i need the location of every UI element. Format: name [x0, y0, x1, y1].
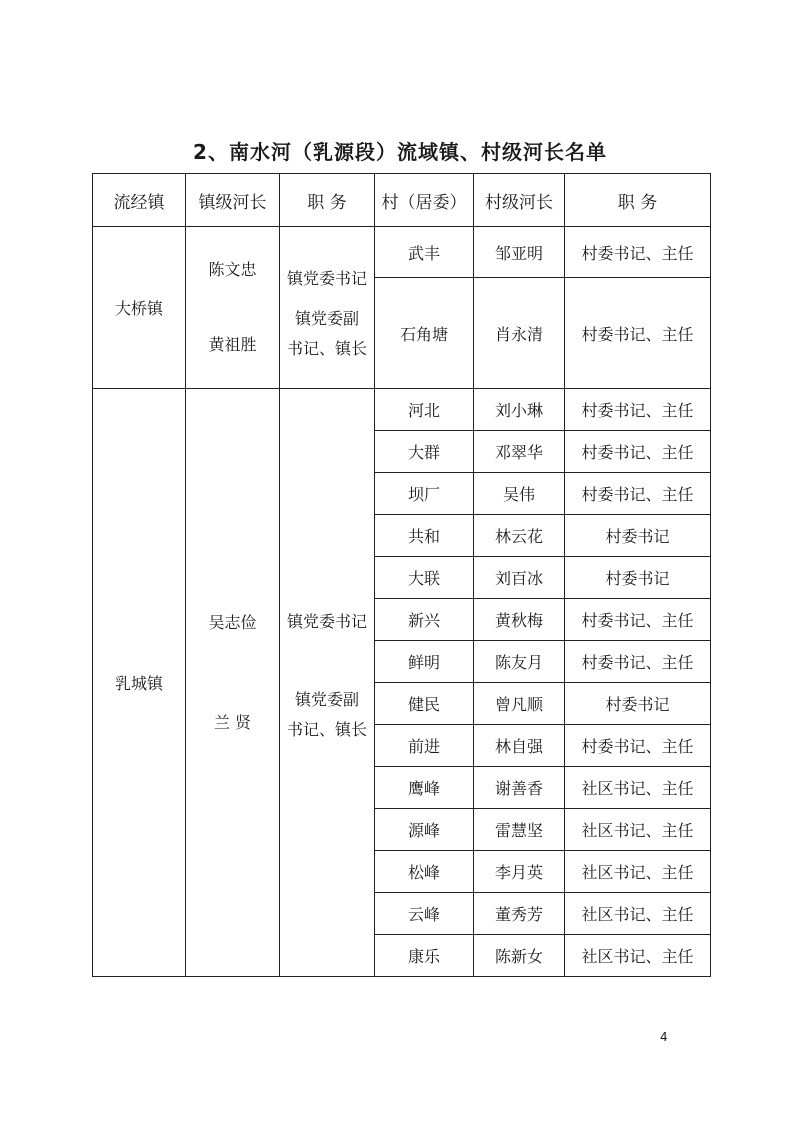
- village-name: 康乐: [375, 935, 474, 977]
- village-name: 武丰: [375, 227, 474, 278]
- village-chief: 吴伟: [474, 473, 565, 515]
- town-name: 乳城镇: [93, 389, 186, 977]
- town-chiefs: [186, 227, 280, 389]
- river-chief-table: [92, 173, 711, 977]
- village-chief: 肖永清: [474, 278, 565, 389]
- village-chief: 林自强: [474, 725, 565, 767]
- table-header-row: [93, 174, 711, 227]
- town-position-line: 镇党委书记: [286, 611, 367, 631]
- village-chief: 曾凡顺: [474, 683, 565, 725]
- town-chief-name: 黄祖胜: [208, 335, 257, 354]
- village-chief: 雷慧坚: [474, 809, 565, 851]
- town-position-line: 书记、镇长: [286, 338, 367, 358]
- village-name: 大联: [375, 557, 474, 599]
- header-town: 流经镇: [93, 174, 186, 227]
- village-name: 前进: [375, 725, 474, 767]
- village-position: 村委书记、主任: [565, 641, 711, 683]
- header-village-chief: 村级河长: [474, 174, 565, 227]
- village-chief: 刘百冰: [474, 557, 565, 599]
- table-row: [93, 227, 711, 278]
- village-chief: 谢善香: [474, 767, 565, 809]
- village-position: 村委书记、主任: [565, 389, 711, 431]
- village-position: 社区书记、主任: [565, 935, 711, 977]
- town-chief-name: 吴志俭: [208, 612, 257, 632]
- village-name: 源峰: [375, 809, 474, 851]
- village-chief: 黄秋梅: [474, 599, 565, 641]
- town-position-line: 镇党委副: [294, 689, 359, 709]
- town-positions: [280, 389, 375, 977]
- village-position: 社区书记、主任: [565, 767, 711, 809]
- town-chief-name: 陈文忠: [208, 260, 257, 279]
- village-position: 村委书记: [565, 515, 711, 557]
- village-position: 村委书记、主任: [565, 227, 711, 278]
- header-town-chief: 镇级河长: [186, 174, 280, 227]
- village-chief: 邹亚明: [474, 227, 565, 278]
- village-position: 社区书记、主任: [565, 851, 711, 893]
- village-name: 鹰峰: [375, 767, 474, 809]
- village-chief: 董秀芳: [474, 893, 565, 935]
- table-row: [93, 389, 711, 431]
- village-chief: 邓翠华: [474, 431, 565, 473]
- village-chief: 林云花: [474, 515, 565, 557]
- town-chiefs: [186, 389, 280, 977]
- header-village: 村（居委）: [375, 174, 474, 227]
- village-name: 石角塘: [375, 278, 474, 389]
- village-chief: 陈友月: [474, 641, 565, 683]
- town-position-line: 镇党委副: [294, 308, 359, 328]
- village-name: 云峰: [375, 893, 474, 935]
- village-name: 大群: [375, 431, 474, 473]
- village-name: 共和: [375, 515, 474, 557]
- village-position: 村委书记、主任: [565, 473, 711, 515]
- town-positions: [280, 227, 375, 389]
- village-name: 健民: [375, 683, 474, 725]
- village-name: 河北: [375, 389, 474, 431]
- village-position: 村委书记: [565, 557, 711, 599]
- village-name: 鲜明: [375, 641, 474, 683]
- village-chief: 李月英: [474, 851, 565, 893]
- page-title: 2、南水河（乳源段）流域镇、村级河长名单: [193, 140, 607, 164]
- village-position: 村委书记、主任: [565, 431, 711, 473]
- header-town-position: 职 务: [280, 174, 375, 227]
- town-chief-name: 兰 贤: [213, 712, 252, 732]
- village-position: 村委书记、主任: [565, 278, 711, 389]
- village-position: 村委书记、主任: [565, 599, 711, 641]
- page-number: 4: [660, 1030, 668, 1044]
- village-chief: 陈新女: [474, 935, 565, 977]
- village-name: 新兴: [375, 599, 474, 641]
- town-position-line: 镇党委书记: [286, 268, 367, 288]
- header-village-position: 职 务: [565, 174, 711, 227]
- village-chief: 刘小琳: [474, 389, 565, 431]
- village-name: 坝厂: [375, 473, 474, 515]
- town-position-line: 书记、镇长: [286, 719, 367, 739]
- village-name: 松峰: [375, 851, 474, 893]
- village-position: 村委书记: [565, 683, 711, 725]
- town-name: 大桥镇: [93, 227, 186, 389]
- village-position: 社区书记、主任: [565, 809, 711, 851]
- village-position: 村委书记、主任: [565, 725, 711, 767]
- village-position: 社区书记、主任: [565, 893, 711, 935]
